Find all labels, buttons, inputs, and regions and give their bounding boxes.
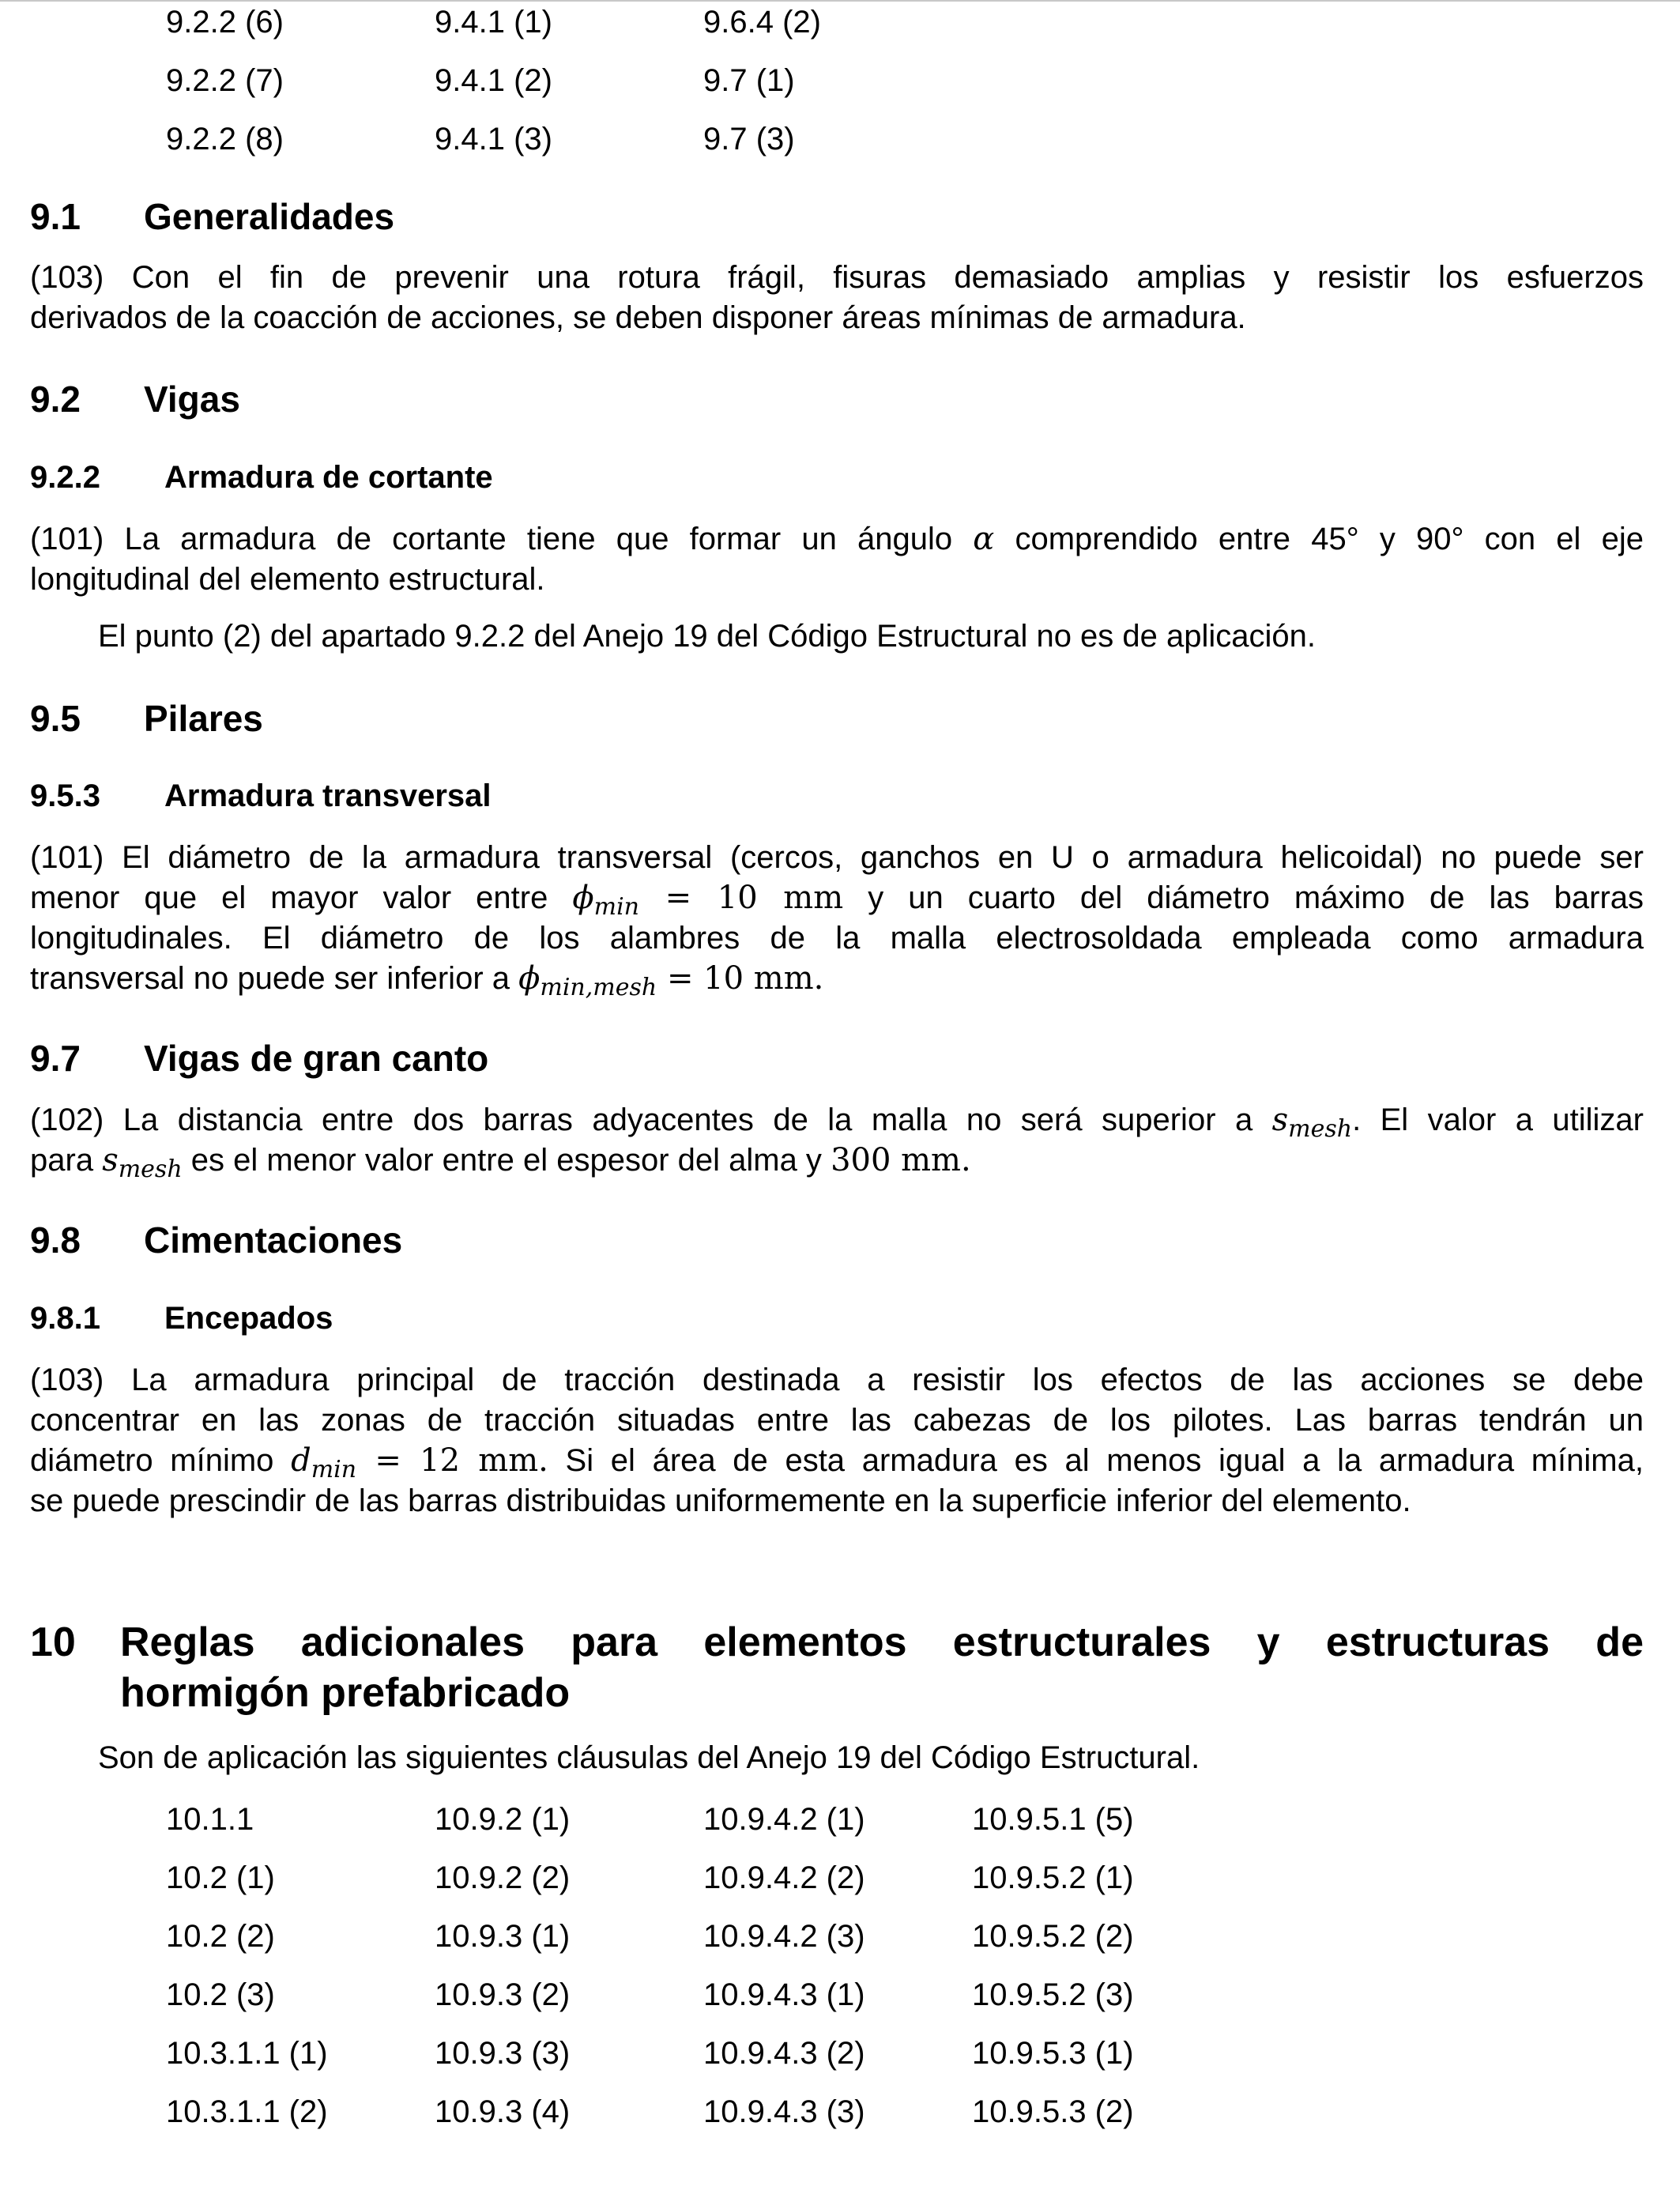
section-number: 9.5 xyxy=(30,698,81,739)
paragraph-line: derivados de la coacción de acciones, se deben disponer áreas mínimas de armadura. xyxy=(30,300,1246,335)
math-s-mesh xyxy=(102,1142,183,1183)
math-symbol: s xyxy=(1271,1102,1289,1138)
math-phi-min-mesh xyxy=(518,960,824,1001)
table-cell: 10.9.5.1 (5) xyxy=(972,1802,1134,1837)
text-run: . El valor a utilizar xyxy=(1352,1103,1644,1137)
table-cell: 10.9.3 (1) xyxy=(435,1919,571,1954)
math-subscript: min xyxy=(593,893,640,921)
math-value: = 12 mm. xyxy=(375,1442,548,1479)
table-cell: 10.2 (2) xyxy=(166,1919,275,1954)
table-cell: 10.9.3 (2) xyxy=(435,1977,571,2012)
table-cell: 9.6.4 (2) xyxy=(703,5,821,40)
chapter-title-line: hormigón prefabricado xyxy=(120,1670,571,1716)
chapter-10-intro: Son de aplicación las siguientes cláusulas del Anejo 19 del Código Estructural. xyxy=(98,1740,1200,1775)
math-s-mesh xyxy=(1271,1102,1353,1143)
subsection-number: 9.2.2 xyxy=(30,460,100,495)
math-subscript: mesh xyxy=(118,1155,183,1183)
table-cell: 10.1.1 xyxy=(166,1802,254,1837)
math-alpha: α xyxy=(973,521,995,557)
table-cell: 10.9.4.3 (2) xyxy=(703,2036,865,2071)
math-value: = 10 mm xyxy=(665,880,844,916)
text-run: diámetro mínimo xyxy=(30,1443,274,1478)
paragraph-line: longitudinales. El diámetro de los alambres de la malla electrosoldada empleada como armadura xyxy=(30,921,1644,956)
note-9-2-2: El punto (2) del apartado 9.2.2 del Anejo 19 del Código Estructural no es de aplicación. xyxy=(98,619,1317,654)
section-number: 9.2 xyxy=(30,379,81,420)
chapter-title xyxy=(120,1617,1644,1718)
table-cell: 10.9.3 (3) xyxy=(435,2036,571,2071)
paragraph-line xyxy=(30,1140,1644,1181)
table-cell: 10.9.5.2 (2) xyxy=(972,1919,1134,1954)
text-run: para xyxy=(30,1143,94,1178)
math-subscript: min,mesh xyxy=(540,974,657,1001)
paragraph-9-8-1-103 xyxy=(30,1360,1644,1521)
chapter-heading-10 xyxy=(30,1617,1644,1718)
paragraph-line: longitudinal del elemento estructural. xyxy=(30,562,545,597)
paragraph-9-7-102 xyxy=(30,1100,1644,1181)
paragraph-line: concentrar en las zonas de tracción situadas entre las cabezas de los pilotes. Las barras tendrán un xyxy=(30,1403,1644,1438)
table-cell: 10.9.5.3 (1) xyxy=(972,2036,1134,2071)
section-title: Pilares xyxy=(144,698,263,739)
subsection-title: Armadura de cortante xyxy=(164,460,493,495)
paragraph-line xyxy=(30,1100,1644,1143)
table-cell: 10.9.4.3 (3) xyxy=(703,2094,865,2129)
table-cell: 10.9.5.2 (3) xyxy=(972,1977,1134,2012)
math-d-min xyxy=(291,1442,548,1483)
math-subscript: mesh xyxy=(1288,1115,1353,1143)
section-title: Vigas xyxy=(144,379,240,420)
chapter-title-line: Reglas adicionales para elementos estructurales y estructuras de xyxy=(120,1619,1644,1665)
paragraph-line: (103) Con el fin de prevenir una rotura frágil, fisuras demasiado amplias y resistir los esfuerzos xyxy=(30,260,1644,295)
table-cell: 9.7 (3) xyxy=(703,122,795,156)
math-phi-min xyxy=(572,880,844,921)
paragraph-line xyxy=(30,878,1644,921)
table-cell: 10.9.3 (4) xyxy=(435,2094,571,2129)
text-run: es el menor valor entre el espesor del alma y xyxy=(190,1143,822,1178)
math-subscript: min xyxy=(311,1456,357,1483)
subsection-number: 9.5.3 xyxy=(30,778,100,813)
table-cell: 10.2 (1) xyxy=(166,1860,275,1895)
table-cell: 10.9.2 (2) xyxy=(435,1860,571,1895)
section-title: Vigas de gran canto xyxy=(144,1038,489,1079)
table-cell: 10.9.4.2 (2) xyxy=(703,1860,865,1895)
text-run: (101) La armadura de cortante tiene que formar un ángulo xyxy=(30,522,953,556)
math-symbol: d xyxy=(291,1442,311,1479)
math-value: 300 mm. xyxy=(831,1142,971,1178)
table-cell: 10.2 (3) xyxy=(166,1977,275,2012)
table-cell: 9.4.1 (2) xyxy=(435,63,552,98)
paragraph-line: se puede prescindir de las barras distribuidas uniformemente en la superficie inferior del elemento. xyxy=(30,1483,1411,1518)
section-title: Generalidades xyxy=(144,196,395,237)
text-run: transversal no puede ser inferior a xyxy=(30,961,510,996)
table-cell: 10.9.2 (1) xyxy=(435,1802,571,1837)
paragraph-line: (103) La armadura principal de tracción destinada a resistir los efectos de las acciones se debe xyxy=(30,1363,1644,1397)
paragraph-9-5-3-101 xyxy=(30,838,1644,999)
math-symbol: ϕ xyxy=(518,960,541,997)
section-number: 9.1 xyxy=(30,196,81,237)
paragraph-line xyxy=(30,519,1644,560)
table-cell: 9.2.2 (6) xyxy=(166,5,284,40)
math-symbol: ϕ xyxy=(572,880,594,916)
subsection-number: 9.8.1 xyxy=(30,1301,100,1336)
table-cell: 9.4.1 (1) xyxy=(435,5,552,40)
text-run: (102) La distancia entre dos barras adyacentes de la malla no será superior a xyxy=(30,1103,1253,1137)
table-cell: 10.9.5.3 (2) xyxy=(972,2094,1134,2129)
table-cell: 9.2.2 (8) xyxy=(166,122,284,156)
math-value: = 10 mm. xyxy=(666,960,824,997)
table-cell: 9.4.1 (3) xyxy=(435,122,552,156)
text-run: menor que el mayor valor entre xyxy=(30,880,548,915)
paragraph-line xyxy=(30,959,1644,999)
paragraph-line xyxy=(30,1441,1644,1481)
subsection-title: Armadura transversal xyxy=(164,778,492,813)
paragraph-line: (101) El diámetro de la armadura transversal (cercos, ganchos en U o armadura helicoidal) no puede ser xyxy=(30,840,1644,875)
section-number: 9.8 xyxy=(30,1220,81,1261)
section-title: Cimentaciones xyxy=(144,1220,403,1261)
table-cell: 9.7 (1) xyxy=(703,63,795,98)
chapter-number: 10 xyxy=(30,1619,76,1665)
table-cell: 10.3.1.1 (1) xyxy=(166,2036,328,2071)
paragraph-9-2-2-101 xyxy=(30,519,1644,600)
table-cell: 9.2.2 (7) xyxy=(166,63,284,98)
math-symbol: s xyxy=(102,1142,119,1178)
table-cell: 10.9.4.2 (3) xyxy=(703,1919,865,1954)
text-run: comprendido entre 45° y 90° con el eje xyxy=(1015,522,1644,556)
text-run: Si el área de esta armadura es al menos igual a la armadura mínima, xyxy=(565,1443,1644,1478)
section-number: 9.7 xyxy=(30,1038,81,1079)
paragraph-9-1-103 xyxy=(30,258,1644,338)
text-run: y un cuarto del diámetro máximo de las barras xyxy=(868,880,1644,915)
table-cell: 10.9.5.2 (1) xyxy=(972,1860,1134,1895)
table-cell: 10.9.4.2 (1) xyxy=(703,1802,865,1837)
subsection-title: Encepados xyxy=(164,1301,333,1336)
table-cell: 10.3.1.1 (2) xyxy=(166,2094,328,2129)
table-cell: 10.9.4.3 (1) xyxy=(703,1977,865,2012)
